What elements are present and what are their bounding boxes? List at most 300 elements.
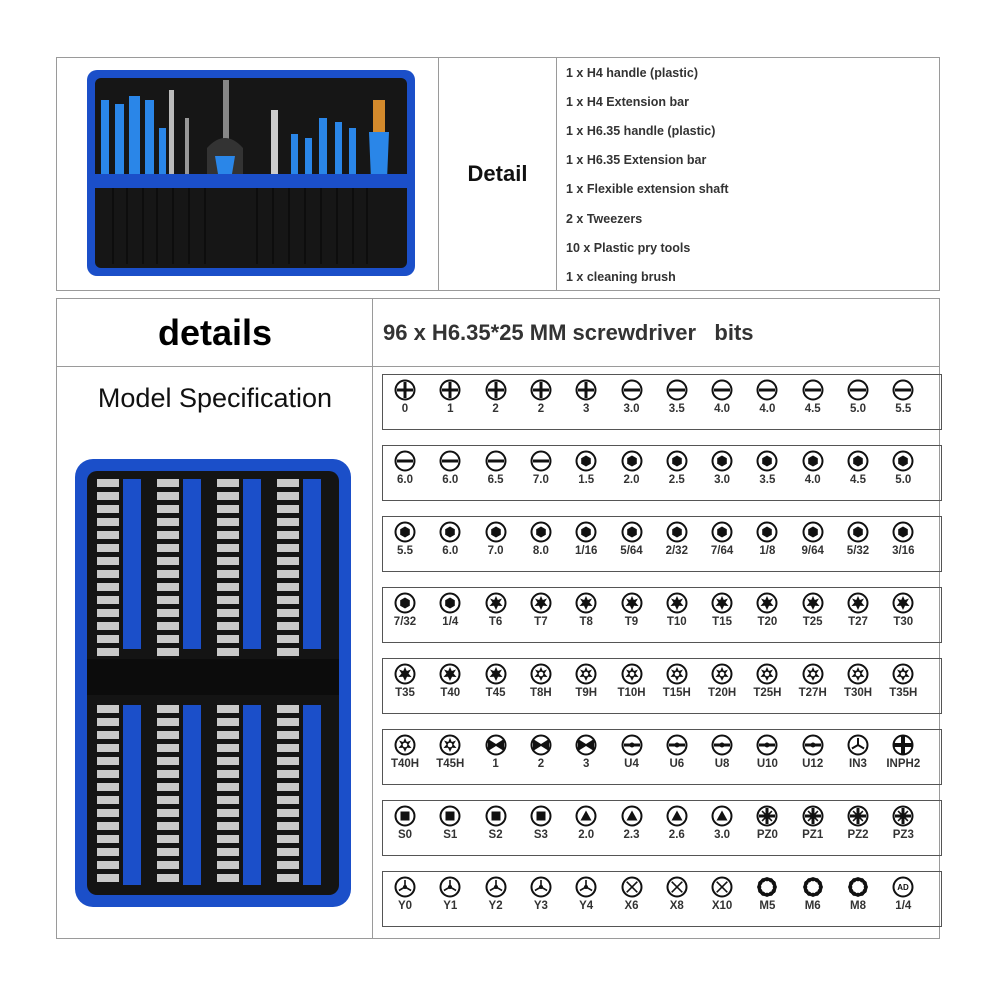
bit-size-label: X10 (711, 900, 733, 912)
hex-icon (428, 592, 472, 614)
bit-size-label: Y0 (397, 900, 413, 912)
bit-item (564, 663, 608, 699)
y-icon (428, 876, 472, 898)
bit-item (700, 734, 744, 770)
bit-item (519, 876, 563, 912)
bit-item (383, 805, 427, 841)
bit-item (881, 663, 925, 699)
y-icon (383, 876, 427, 898)
bit-size-label: U6 (669, 758, 685, 770)
bit-item (383, 734, 427, 770)
bit-size-label: X6 (624, 900, 639, 912)
detail-heading: Detail (439, 58, 557, 290)
torxh-icon (383, 734, 427, 756)
u-icon (791, 734, 835, 756)
bit-item (610, 805, 654, 841)
bit-size-label: 4.5 (804, 403, 821, 415)
bit-item (836, 450, 880, 486)
bit-item (881, 450, 925, 486)
pozi-icon (791, 805, 835, 827)
bit-size-label: 2 (492, 403, 499, 415)
torxh-icon (564, 663, 608, 685)
bit-size-label: T8 (579, 616, 593, 628)
hex-icon (610, 521, 654, 543)
hex-icon (700, 450, 744, 472)
bit-size-label: 1.5 (578, 474, 595, 486)
bowtie-icon (519, 734, 563, 756)
bit-size-label: 1 (492, 758, 499, 770)
bit-item (700, 663, 744, 699)
bit-size-label: 4.0 (714, 403, 731, 415)
bit-item (474, 663, 518, 699)
bit-item (700, 379, 744, 415)
hex-icon (745, 450, 789, 472)
bit-item (564, 805, 608, 841)
bit-item (428, 379, 472, 415)
bit-row (382, 800, 942, 856)
bit-item (519, 805, 563, 841)
bit-size-label: T20H (708, 687, 737, 699)
bit-item (474, 379, 518, 415)
torx-icon (474, 663, 518, 685)
bit-size-label: 5.0 (850, 403, 866, 415)
u-icon (745, 734, 789, 756)
torx-icon (745, 592, 789, 614)
bit-item (564, 734, 608, 770)
triangle-icon (700, 805, 744, 827)
bit-item (655, 663, 699, 699)
bit-item (564, 450, 608, 486)
bit-size-label: 7.0 (532, 474, 549, 486)
bit-size-label: T7 (534, 616, 548, 628)
bit-size-label: Y4 (579, 900, 594, 912)
bit-size-label: 3.0 (623, 403, 640, 415)
bit-item (791, 663, 835, 699)
hex-icon (836, 450, 880, 472)
square-icon (519, 805, 563, 827)
bit-item (610, 450, 654, 486)
hex-icon (564, 521, 608, 543)
bit-size-label: 0 (401, 403, 409, 415)
triangle-icon (610, 805, 654, 827)
bit-size-label: 2 (537, 403, 545, 415)
bit-size-label: 5.0 (895, 474, 912, 486)
bit-size-label: 7.0 (487, 545, 504, 557)
bit-row (382, 729, 942, 785)
bit-item (474, 521, 518, 557)
bit-item (836, 379, 880, 415)
slotted-icon (791, 379, 835, 401)
bit-size-label: T15 (712, 616, 732, 628)
detail-item: 10 x Plastic pry tools (566, 241, 691, 255)
bit-item (791, 805, 835, 841)
bit-size-label: Y3 (533, 900, 548, 912)
bit-item (700, 592, 744, 628)
bit-item (474, 876, 518, 912)
tool-roll-image (57, 58, 437, 290)
bowtie-icon (474, 734, 518, 756)
hex-icon (474, 521, 518, 543)
square-icon (383, 805, 427, 827)
svg-text:AD: AD (897, 883, 910, 892)
bit-item (519, 450, 563, 486)
bit-item (655, 876, 699, 912)
bit-item (564, 592, 608, 628)
bit-item (745, 521, 789, 557)
bit-size-label: 6.0 (442, 545, 459, 557)
hex-icon (383, 592, 427, 614)
bit-item (745, 805, 789, 841)
hex-icon (655, 521, 699, 543)
bit-size-label: T45H (436, 758, 465, 770)
detail-list (557, 58, 939, 290)
bit-item (519, 592, 563, 628)
bit-size-label: 3.5 (759, 474, 776, 486)
bit-size-label: 3 (582, 403, 590, 415)
bit-item (836, 876, 880, 912)
bit-item (655, 805, 699, 841)
slotted-icon (745, 379, 789, 401)
phillips-icon (428, 379, 472, 401)
bit-size-label: 6.5 (487, 474, 504, 486)
bit-size-label: 3.0 (714, 829, 731, 841)
torxh-icon (519, 663, 563, 685)
torx-icon (564, 592, 608, 614)
hex-icon (610, 450, 654, 472)
y-icon (564, 876, 608, 898)
bit-item (383, 663, 427, 699)
bit-size-label: 5.5 (895, 403, 912, 415)
bit-item (474, 805, 518, 841)
bit-item (881, 592, 925, 628)
bit-size-label: 2.3 (623, 829, 640, 841)
detail-item: 1 x H4 Extension bar (566, 95, 689, 109)
bit-item (564, 379, 608, 415)
bit-item (519, 663, 563, 699)
bit-item (610, 521, 654, 557)
bit-item (383, 379, 427, 415)
bit-item (610, 592, 654, 628)
detail-item: 1 x H6.35 Extension bar (566, 153, 707, 167)
hex-icon (791, 521, 835, 543)
bit-size-label: M5 (759, 900, 776, 912)
bit-item (655, 592, 699, 628)
torxh-icon (610, 663, 654, 685)
bit-item (836, 592, 880, 628)
bit-size-label: INPH2 (886, 758, 921, 770)
bit-size-label: U10 (756, 758, 778, 770)
bit-row (382, 445, 942, 501)
torx-icon (700, 592, 744, 614)
hex-icon (836, 521, 880, 543)
bit-item (745, 663, 789, 699)
details-heading: details (57, 299, 373, 367)
bit-item (836, 734, 880, 770)
bit-size-label: 6.0 (397, 474, 413, 486)
bit-item (383, 592, 427, 628)
torx-icon (474, 592, 518, 614)
bit-item (519, 734, 563, 770)
bit-item (745, 379, 789, 415)
bit-size-label: PZ3 (892, 829, 914, 841)
bit-size-label: 3.0 (714, 474, 731, 486)
torx-icon (655, 592, 699, 614)
bit-size-label: PZ0 (756, 829, 778, 841)
bit-size-label: T9 (624, 616, 639, 628)
detail-item: 1 x H6.35 handle (plastic) (566, 124, 716, 138)
bit-size-label: 2 (537, 758, 545, 770)
bit-item (428, 876, 472, 912)
cross-icon (881, 734, 925, 756)
bit-size-label: 1 (447, 403, 454, 415)
torx-icon (791, 592, 835, 614)
bit-size-label: 1/16 (574, 545, 598, 557)
torx-icon (881, 592, 925, 614)
bit-size-label: T30 (893, 616, 914, 628)
bit-item (881, 379, 925, 415)
bit-size-label: Y1 (443, 900, 458, 912)
square-icon (474, 805, 518, 827)
x-icon (700, 876, 744, 898)
pozi-icon (881, 805, 925, 827)
bit-item (428, 805, 472, 841)
bit-item (791, 592, 835, 628)
bit-size-label: S3 (533, 829, 548, 841)
bit-item (745, 734, 789, 770)
bit-item (474, 450, 518, 486)
hex-icon (700, 521, 744, 543)
bit-item (428, 521, 472, 557)
bit-size-label: T25H (753, 687, 782, 699)
bit-size-label: T40H (390, 758, 420, 770)
hex-icon (655, 450, 699, 472)
bowtie-icon (564, 734, 608, 756)
bit-size-label: T45 (485, 687, 506, 699)
bit-size-label: 1/4 (895, 900, 912, 912)
bit-item (655, 521, 699, 557)
bit-item (428, 734, 472, 770)
u-icon (610, 734, 654, 756)
slotted-icon (836, 379, 880, 401)
x-icon (655, 876, 699, 898)
torxh-icon (791, 663, 835, 685)
bit-item (881, 521, 925, 557)
bit-item (564, 521, 608, 557)
bit-item (745, 592, 789, 628)
phillips-icon (564, 379, 608, 401)
bit-row (382, 516, 942, 572)
hex-icon (428, 521, 472, 543)
slotted-icon (700, 379, 744, 401)
hex-icon (791, 450, 835, 472)
hex-icon (745, 521, 789, 543)
torxh-icon (745, 663, 789, 685)
bit-item (700, 521, 744, 557)
bit-item (610, 734, 654, 770)
bit-item (836, 663, 880, 699)
torxh-icon (836, 663, 880, 685)
bit-item (836, 521, 880, 557)
bit-size-label: 5/32 (846, 545, 870, 557)
bit-item (791, 379, 835, 415)
bit-item (700, 450, 744, 486)
hex-icon (519, 521, 563, 543)
phillips-icon (383, 379, 427, 401)
slotted-icon (610, 379, 654, 401)
bit-item (791, 734, 835, 770)
bit-item (655, 379, 699, 415)
bit-size-label: 5/64 (620, 545, 643, 557)
y-icon (519, 876, 563, 898)
u-icon (700, 734, 744, 756)
slotted-icon (383, 450, 427, 472)
hex-icon (881, 521, 925, 543)
bit-size-label: 3/16 (892, 545, 915, 557)
triangle-icon (655, 805, 699, 827)
phillips-icon (519, 379, 563, 401)
bit-item (700, 805, 744, 841)
bit-item (428, 663, 472, 699)
bit-item (610, 663, 654, 699)
tool-roll-photo (57, 58, 439, 290)
bit-size-label: T20 (757, 616, 778, 628)
bit-size-label: 3 (582, 758, 590, 770)
bit-size-label: 2.6 (668, 829, 685, 841)
torxh-icon (700, 663, 744, 685)
bit-size-label: T25 (802, 616, 823, 628)
bit-size-label: T30H (843, 687, 873, 699)
bit-size-label: 4.0 (759, 403, 776, 415)
bit-item (791, 450, 835, 486)
bit-size-label: 8.0 (532, 545, 549, 557)
torx-icon (836, 592, 880, 614)
bit-item (428, 592, 472, 628)
slotted-icon (655, 379, 699, 401)
bit-size-label: 1/8 (759, 545, 776, 557)
bit-row (382, 374, 942, 430)
tri-slot-icon (836, 734, 880, 756)
y-icon (474, 876, 518, 898)
bit-size-label: U4 (624, 758, 639, 770)
hex-icon (383, 521, 427, 543)
bit-item (383, 521, 427, 557)
ad-icon (881, 876, 925, 898)
triangle-icon (564, 805, 608, 827)
bit-size-label: T27 (848, 616, 868, 628)
bit-size-label: PZ2 (847, 829, 869, 841)
bit-size-label: T9H (575, 687, 598, 699)
bit-size-label: U8 (714, 758, 730, 770)
spec-left-column (57, 299, 373, 938)
torxh-icon (881, 663, 925, 685)
slotted-icon (474, 450, 518, 472)
bit-row (382, 658, 942, 714)
bit-size-label: S1 (443, 829, 458, 841)
bit-size-label: T6 (488, 616, 503, 628)
bit-item (564, 876, 608, 912)
bit-size-label: T10 (666, 616, 687, 628)
pozi-icon (745, 805, 789, 827)
bit-size-label: 6.0 (442, 474, 459, 486)
bit-item (881, 734, 925, 770)
bit-item (881, 805, 925, 841)
pozi-icon (836, 805, 880, 827)
bit-size-label: S0 (397, 829, 413, 841)
bit-item (791, 876, 835, 912)
bit-item (474, 592, 518, 628)
bit-size-label: T35 (395, 687, 415, 699)
bit-item (836, 805, 880, 841)
bit-size-label: IN3 (849, 758, 867, 770)
bit-size-label: 2.0 (623, 474, 640, 486)
hex-icon (564, 450, 608, 472)
bit-item (519, 521, 563, 557)
gear-icon (836, 876, 880, 898)
x-icon (610, 876, 654, 898)
slotted-icon (428, 450, 472, 472)
slotted-icon (881, 379, 925, 401)
bit-size-label: 9/64 (801, 545, 824, 557)
detail-item: 1 x H4 handle (plastic) (566, 66, 698, 80)
bit-item (383, 450, 427, 486)
gear-icon (791, 876, 835, 898)
u-icon (655, 734, 699, 756)
bit-size-label: 1/4 (442, 616, 459, 628)
bit-size-label: T27H (798, 687, 827, 699)
detail-item: 2 x Tweezers (566, 212, 643, 226)
bit-size-label: M8 (850, 900, 866, 912)
bit-item (655, 450, 699, 486)
bit-item (383, 876, 427, 912)
bit-row (382, 587, 942, 643)
bit-item (655, 734, 699, 770)
bit-size-label: T8H (530, 687, 552, 699)
bit-size-label: M6 (804, 900, 821, 912)
bit-item (610, 876, 654, 912)
bit-size-label: 2.5 (668, 474, 685, 486)
bit-item (745, 876, 789, 912)
bit-item (700, 876, 744, 912)
bit-size-label: Y2 (488, 900, 503, 912)
bit-size-label: 7/32 (393, 616, 417, 628)
hex-icon (881, 450, 925, 472)
bit-item (474, 734, 518, 770)
model-specification-label: Model Specification (97, 383, 333, 413)
phillips-icon (474, 379, 518, 401)
square-icon (428, 805, 472, 827)
detail-item: 1 x cleaning brush (566, 270, 676, 284)
bits-header: 96 x H6.35*25 MM screwdriver bits (373, 299, 939, 367)
bit-size-label: PZ1 (802, 829, 824, 841)
torx-icon (428, 663, 472, 685)
torx-icon (519, 592, 563, 614)
bit-size-label: 2.0 (578, 829, 595, 841)
bit-size-label: 4.0 (804, 474, 821, 486)
bit-item (745, 450, 789, 486)
bit-size-label: 5.5 (397, 545, 413, 557)
detail-panel (56, 57, 940, 291)
bit-size-label: T35H (889, 687, 918, 699)
bit-size-label: X8 (669, 900, 684, 912)
bit-size-label: 4.5 (850, 474, 866, 486)
bit-item (519, 379, 563, 415)
bit-item (610, 379, 654, 415)
bit-item (428, 450, 472, 486)
bit-size-label: T10H (617, 687, 646, 699)
torxh-icon (655, 663, 699, 685)
bit-size-label: 2/32 (665, 545, 688, 557)
bit-size-label: 3.5 (668, 403, 685, 415)
